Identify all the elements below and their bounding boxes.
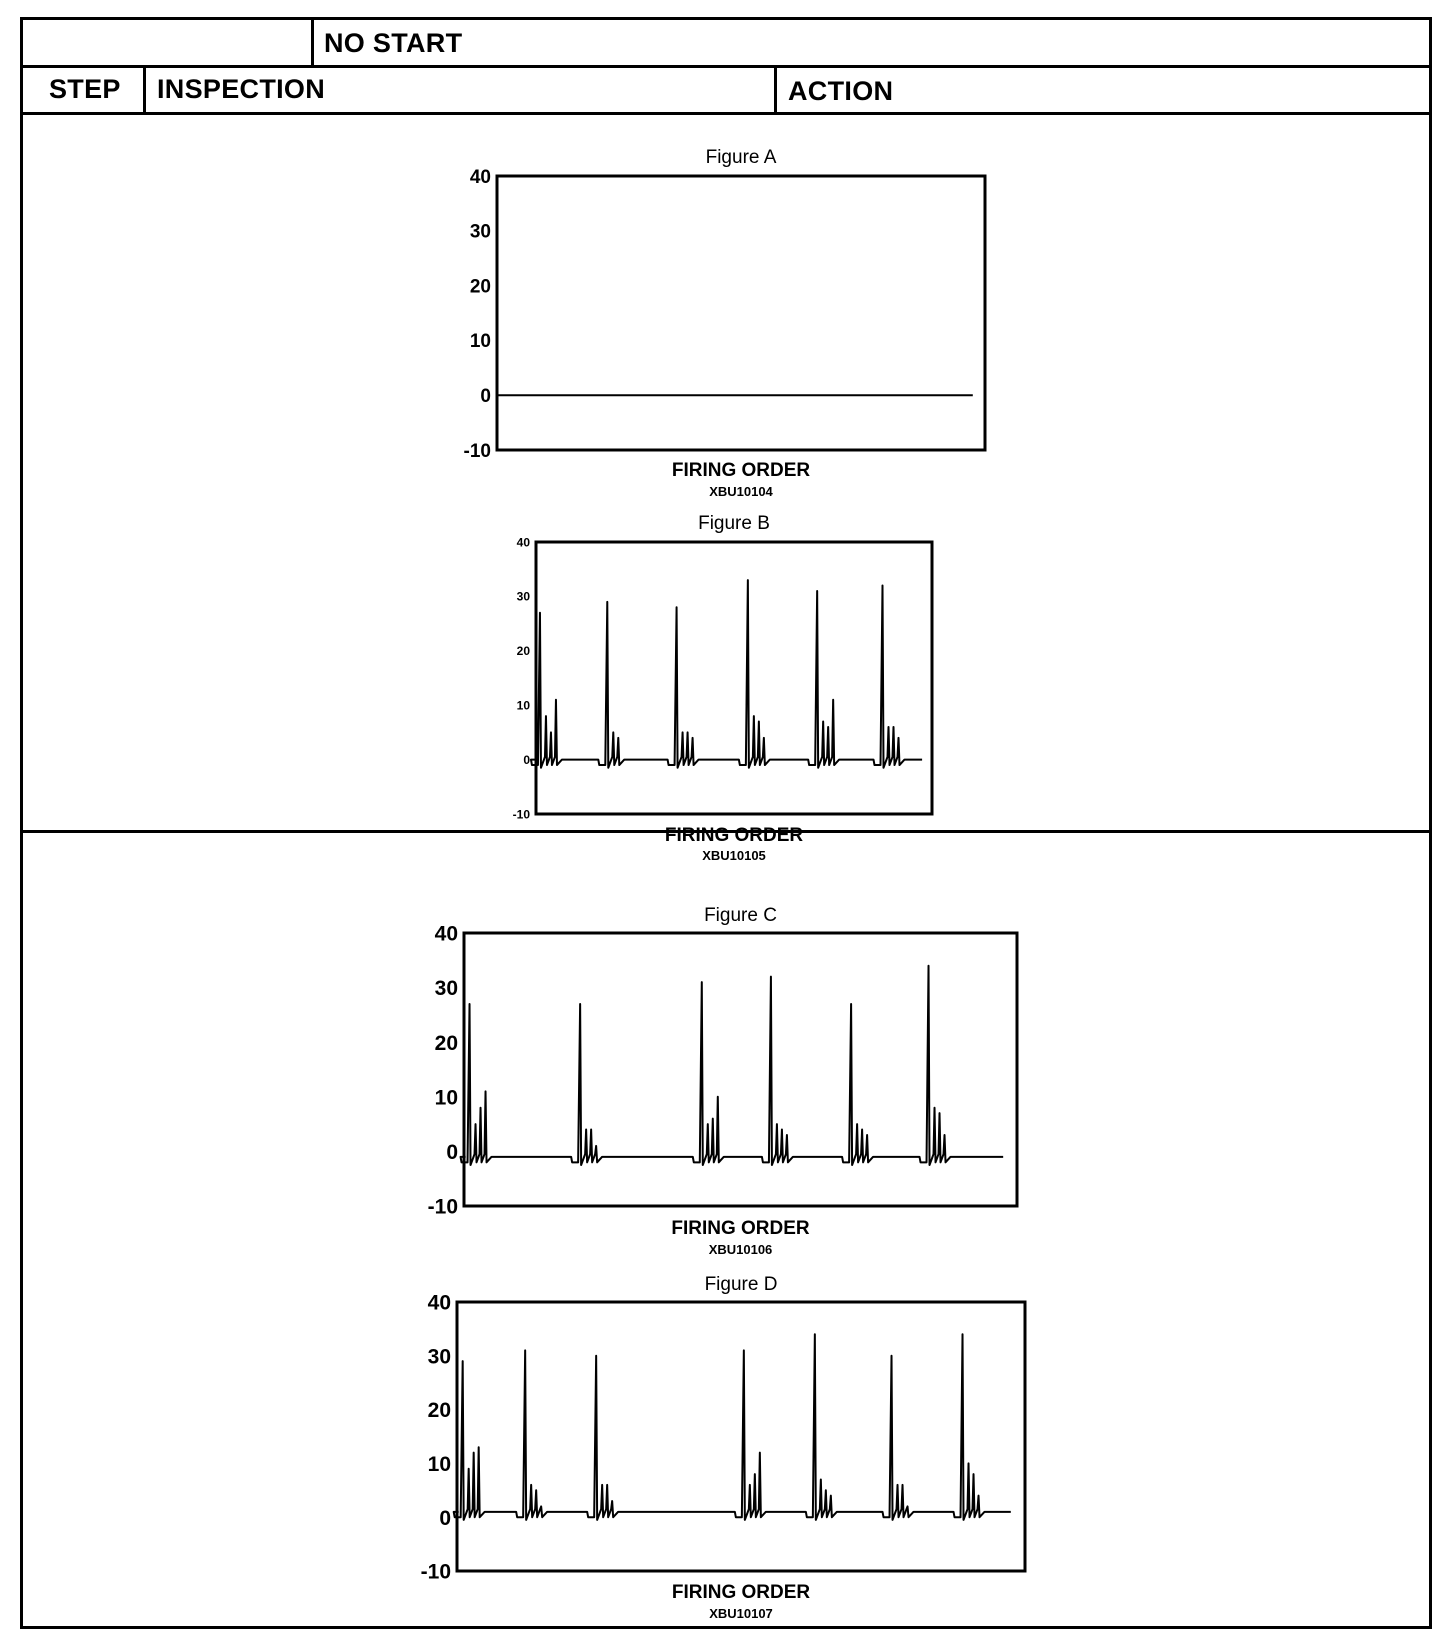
figure-c-y-tick: 20 <box>434 1031 458 1055</box>
figure-c-y-tick: -10 <box>427 1195 458 1219</box>
figure-b-y-tick: 40 <box>516 535 530 550</box>
figure-d-waveform <box>454 1334 1011 1520</box>
figure-b-plot-frame <box>536 542 932 814</box>
figure-d <box>421 1274 1025 1621</box>
figure-a-y-tick: 20 <box>469 276 491 298</box>
figure-b-code: XBU10105 <box>702 848 766 863</box>
figure-c-title: Figure C <box>704 905 777 926</box>
figure-c-waveform <box>461 966 1004 1165</box>
figure-d-y-tick: -10 <box>420 1560 451 1584</box>
figure-b <box>513 513 932 863</box>
figure-d-y-tick: 30 <box>427 1345 451 1369</box>
figure-d-x-axis-label: FIRING ORDER <box>671 1582 811 1603</box>
figure-c-y-tick: 10 <box>434 1086 458 1110</box>
figure-c-plot-frame <box>464 933 1017 1206</box>
figure-c-x-axis-label: FIRING ORDER <box>671 1218 810 1239</box>
figure-b-x-axis-label: FIRING ORDER <box>664 825 804 846</box>
figure-c-y-tick: 0 <box>446 1140 458 1164</box>
figure-d-y-tick: 20 <box>427 1399 451 1423</box>
figure-c <box>428 905 1017 1257</box>
figure-b-y-tick: 20 <box>516 644 530 659</box>
action-column-header: ACTION <box>788 76 894 106</box>
figure-d-y-tick: 0 <box>439 1506 451 1530</box>
figure-a-code: XBU10104 <box>709 484 773 499</box>
figure-a-title: Figure A <box>705 147 777 168</box>
figure-b-y-tick: 10 <box>516 698 530 713</box>
figure-a-y-tick: 10 <box>469 331 491 353</box>
figure-a-plot-frame <box>497 176 985 450</box>
figure-d-y-tick: 10 <box>427 1452 451 1476</box>
figure-b-waveform <box>531 580 922 768</box>
inspection-column-header: INSPECTION <box>157 74 326 104</box>
figure-c-y-tick: 30 <box>434 977 458 1001</box>
figure-a-y-tick: 0 <box>480 386 491 408</box>
figure-a-y-tick: 40 <box>469 166 491 188</box>
figure-b-y-tick: -10 <box>512 807 530 822</box>
figure-b-title: Figure B <box>698 513 770 534</box>
figure-c-code: XBU10106 <box>708 1242 773 1257</box>
figure-d-y-tick: 40 <box>427 1291 451 1315</box>
figure-a-x-axis-label: FIRING ORDER <box>671 460 811 481</box>
figure-d-plot-frame <box>457 1302 1025 1571</box>
figure-b-y-tick: 0 <box>523 752 530 767</box>
step-column-header: STEP <box>49 74 121 104</box>
figure-c-y-tick: 40 <box>434 922 458 946</box>
page-title: NO START <box>324 28 463 58</box>
figure-a <box>464 147 985 499</box>
figure-a-y-tick: 30 <box>469 221 491 243</box>
figure-d-title: Figure D <box>704 1274 778 1295</box>
figure-a-y-tick: -10 <box>463 440 491 462</box>
figure-d-code: XBU10107 <box>709 1606 773 1621</box>
figure-b-y-tick: 30 <box>516 589 530 604</box>
